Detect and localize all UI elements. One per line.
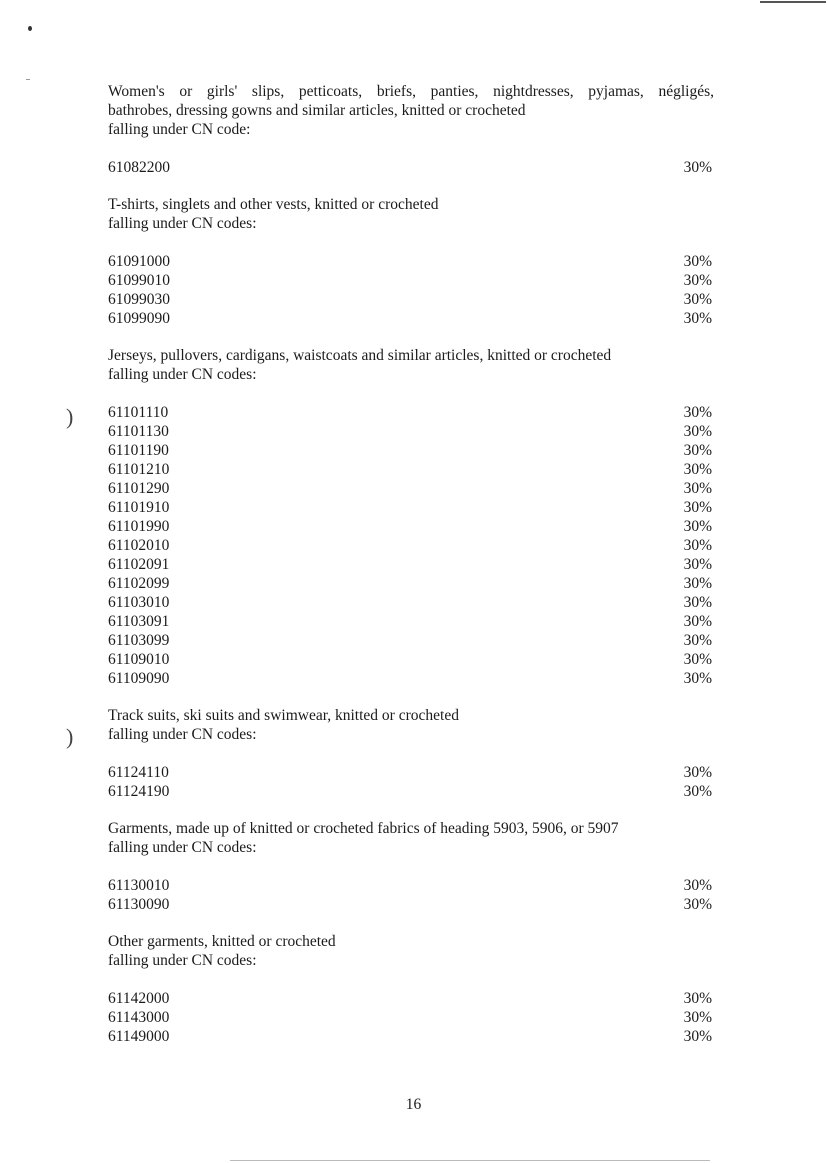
page-number: 16 (405, 1096, 422, 1113)
scan-mark (26, 79, 30, 80)
product-section (108, 706, 714, 801)
code-row (108, 290, 714, 309)
description-line: falling under CN codes: (108, 215, 257, 232)
cn-code: 61102099 (108, 575, 170, 592)
code-list (108, 252, 714, 328)
rate-value: 30% (683, 896, 712, 913)
punch-hole-mark: ) (66, 404, 74, 429)
cn-code: 61101290 (108, 480, 170, 497)
rate-value: 30% (683, 423, 712, 440)
product-section (108, 932, 714, 1046)
product-section (108, 346, 714, 688)
section-description (108, 706, 714, 744)
code-list (108, 158, 714, 177)
code-row (108, 593, 714, 612)
product-section (108, 82, 714, 177)
code-row (108, 895, 714, 914)
cn-code: 61101110 (108, 404, 169, 421)
rate-value: 30% (683, 518, 712, 535)
rate-value: 30% (683, 632, 712, 649)
rate-value: 30% (683, 783, 712, 800)
description-line: falling under CN codes: (108, 366, 257, 383)
cn-code: 61149000 (108, 1028, 170, 1045)
description-line: Garments, made up of knitted or crocheted fabrics of heading 5903, 5906, or 5907 (108, 820, 619, 837)
cn-code: 61143000 (108, 1009, 170, 1026)
rate-value: 30% (683, 404, 712, 421)
rate-value: 30% (683, 442, 712, 459)
cn-code: 61101990 (108, 518, 170, 535)
code-row (108, 536, 714, 555)
section-description (108, 195, 714, 233)
code-row (108, 574, 714, 593)
description-line: Other garments, knitted or crocheted (108, 933, 336, 950)
cn-code: 61101210 (108, 461, 170, 478)
cn-code: 61124190 (108, 783, 170, 800)
cn-code: 61124110 (108, 764, 169, 781)
description-line: bathrobes, dressing gowns and similar articles, knitted or crocheted (108, 102, 526, 119)
code-list (108, 763, 714, 801)
rate-value: 30% (683, 159, 712, 176)
code-list (108, 876, 714, 914)
rate-value: 30% (683, 670, 712, 687)
cn-code: 61109090 (108, 670, 170, 687)
code-row (108, 158, 714, 177)
rate-value: 30% (683, 613, 712, 630)
description-line: falling under CN code: (108, 121, 251, 138)
rate-value: 30% (683, 310, 712, 327)
code-row (108, 460, 714, 479)
cn-code: 61099030 (108, 291, 170, 308)
cn-code: 61103099 (108, 632, 170, 649)
code-row (108, 441, 714, 460)
code-row (108, 631, 714, 650)
cn-code: 61091000 (108, 253, 170, 270)
punch-hole-mark: ) (66, 724, 74, 749)
cn-code: 61099010 (108, 272, 170, 289)
rate-value: 30% (683, 499, 712, 516)
cn-code: 61101130 (108, 423, 169, 440)
cn-code: 61109010 (108, 651, 170, 668)
code-row (108, 763, 714, 782)
code-row (108, 1027, 714, 1046)
rate-value: 30% (683, 272, 712, 289)
code-row (108, 989, 714, 1008)
cn-code: 61130090 (108, 896, 170, 913)
cn-code: 61103091 (108, 613, 170, 630)
cn-code: 61102010 (108, 537, 170, 554)
section-description (108, 82, 714, 139)
code-row (108, 876, 714, 895)
code-row (108, 309, 714, 328)
code-row (108, 1008, 714, 1027)
description-line: Women's or girls' slips, petticoats, briefs, panties, nightdresses, pyjamas, négligés, (108, 83, 714, 100)
cn-code: 61099090 (108, 310, 170, 327)
cn-code: 61130010 (108, 877, 170, 894)
cn-code: 61101910 (108, 499, 170, 516)
description-line: T-shirts, singlets and other vests, knitted or crocheted (108, 196, 439, 213)
code-row (108, 252, 714, 271)
rate-value: 30% (683, 1009, 712, 1026)
description-line: falling under CN codes: (108, 839, 257, 856)
code-list (108, 989, 714, 1046)
scan-edge (760, 1, 826, 3)
rate-value: 30% (683, 480, 712, 497)
rate-value: 30% (683, 556, 712, 573)
rate-value: 30% (683, 651, 712, 668)
scan-speck (28, 26, 32, 31)
description-line: Track suits, ski suits and swimwear, knitted or crocheted (108, 707, 459, 724)
rate-value: 30% (683, 253, 712, 270)
rate-value: 30% (683, 594, 712, 611)
code-row (108, 498, 714, 517)
tariff-list (108, 82, 714, 1064)
cn-code: 61103010 (108, 594, 170, 611)
rate-value: 30% (683, 537, 712, 554)
rate-value: 30% (683, 990, 712, 1007)
code-list (108, 403, 714, 688)
cn-code: 61142000 (108, 990, 170, 1007)
description-line: falling under CN codes: (108, 952, 257, 969)
description-line: Jerseys, pullovers, cardigans, waistcoats and similar articles, knitted or crocheted (108, 347, 612, 364)
code-row (108, 271, 714, 290)
product-section (108, 819, 714, 914)
rate-value: 30% (683, 764, 712, 781)
rate-value: 30% (683, 461, 712, 478)
code-row (108, 612, 714, 631)
code-row (108, 555, 714, 574)
code-row (108, 650, 714, 669)
rate-value: 30% (683, 877, 712, 894)
code-row (108, 782, 714, 801)
cn-code: 61101190 (108, 442, 169, 459)
rate-value: 30% (683, 1028, 712, 1045)
rate-value: 30% (683, 291, 712, 308)
code-row (108, 403, 714, 422)
code-row (108, 517, 714, 536)
rate-value: 30% (683, 575, 712, 592)
description-line: falling under CN codes: (108, 726, 257, 743)
section-description (108, 819, 714, 857)
code-row (108, 422, 714, 441)
section-description (108, 932, 714, 970)
code-row (108, 669, 714, 688)
section-description (108, 346, 714, 384)
product-section (108, 195, 714, 328)
code-row (108, 479, 714, 498)
cn-code: 61082200 (108, 159, 170, 176)
cn-code: 61102091 (108, 556, 170, 573)
scan-edge (230, 1160, 710, 1161)
